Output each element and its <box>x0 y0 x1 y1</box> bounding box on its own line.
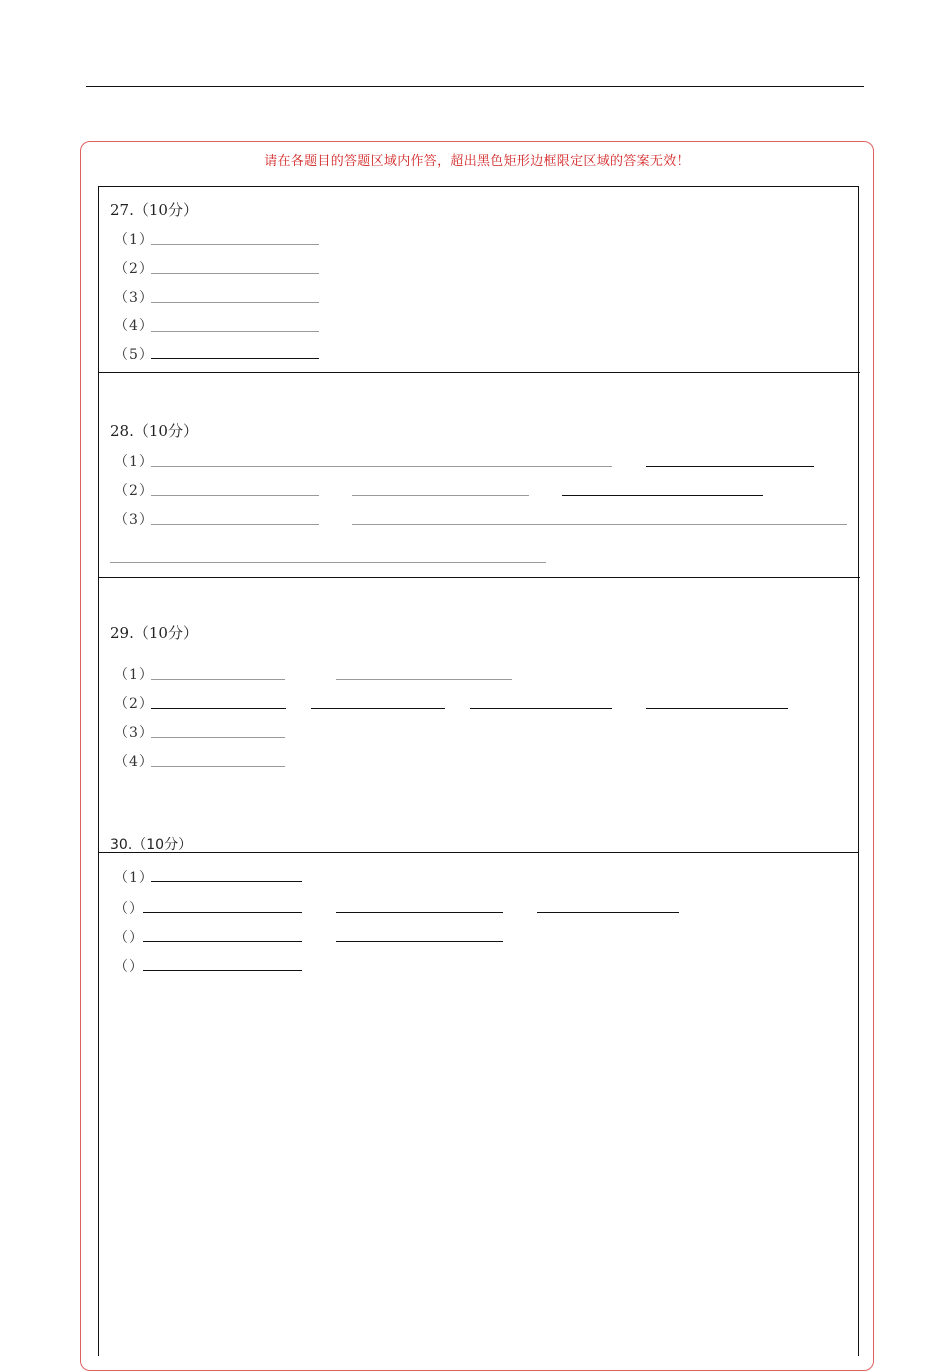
q30-part-2-blank-c[interactable] <box>537 912 679 913</box>
q29-part-4-blank[interactable] <box>151 766 285 767</box>
q27-part-5-blank[interactable] <box>151 358 319 359</box>
q30-part-2-blank-b[interactable] <box>336 912 503 913</box>
divider-28-29 <box>98 577 860 578</box>
answer-box-left-border <box>98 186 99 1356</box>
question-27-title: 27.（10分） <box>110 201 198 219</box>
answer-region-frame <box>80 141 874 1371</box>
q29-part-3-label: （3） <box>114 725 154 741</box>
q27-part-4-blank[interactable] <box>151 331 319 332</box>
q28-part-3-label: （3） <box>114 512 154 528</box>
q29-part-2-blank-c[interactable] <box>470 708 612 709</box>
q29-part-1-label: （1） <box>114 667 154 683</box>
divider-27-28 <box>98 372 860 373</box>
q30-part-3-label: （） <box>114 930 144 946</box>
q30-part-2-label: （） <box>114 901 144 917</box>
q30-part-4-label: （） <box>114 959 144 975</box>
q30-part-3-blank-a[interactable] <box>143 941 302 942</box>
q27-part-3-label: （3） <box>114 290 154 306</box>
q30-part-1-blank[interactable] <box>151 881 302 882</box>
q28-part-2-blank-c[interactable] <box>562 495 763 496</box>
q27-part-2-blank[interactable] <box>151 273 319 274</box>
q27-part-4-label: （4） <box>114 318 154 334</box>
q27-part-3-blank[interactable] <box>151 302 319 303</box>
answer-box-top-border <box>98 186 859 187</box>
q28-part-1-blank-a[interactable] <box>151 466 612 467</box>
q30-part-4-blank[interactable] <box>143 970 302 971</box>
answer-box-right-border <box>858 186 859 1356</box>
q29-part-2-blank-b[interactable] <box>311 708 445 709</box>
header-rule <box>86 86 864 87</box>
answer-region-notice: 请在各题目的答题区域内作答，超出黑色矩形边框限定区域的答案无效！ <box>264 154 690 169</box>
question-30-title: 30.（10分） <box>110 837 193 853</box>
question-29-title: 29.（10分） <box>110 624 198 642</box>
q28-part-2-label: （2） <box>114 483 154 499</box>
q29-part-2-label: （2） <box>114 696 154 712</box>
q30-part-1-label: （1） <box>114 870 154 886</box>
q28-part-3-blank-c[interactable] <box>110 562 546 563</box>
q27-part-1-blank[interactable] <box>151 244 319 245</box>
q28-part-3-blank-a[interactable] <box>151 524 319 525</box>
q29-part-1-blank-a[interactable] <box>151 679 285 680</box>
q29-part-1-blank-b[interactable] <box>336 679 512 680</box>
q28-part-1-label: （1） <box>114 454 154 470</box>
q29-part-2-blank-a[interactable] <box>151 708 286 709</box>
q28-part-2-blank-a[interactable] <box>151 495 319 496</box>
q28-part-1-blank-b[interactable] <box>646 466 814 467</box>
question-28-title: 28.（10分） <box>110 422 198 440</box>
q29-part-4-label: （4） <box>114 754 154 770</box>
q30-part-2-blank-a[interactable] <box>143 912 302 913</box>
q28-part-3-blank-b[interactable] <box>352 524 847 525</box>
q30-part-3-blank-b[interactable] <box>336 941 503 942</box>
q29-part-3-blank[interactable] <box>151 737 285 738</box>
divider-29-30 <box>98 852 859 853</box>
q27-part-2-label: （2） <box>114 261 154 277</box>
q29-part-2-blank-d[interactable] <box>646 708 788 709</box>
q28-part-2-blank-b[interactable] <box>352 495 529 496</box>
q27-part-5-label: （5） <box>114 347 154 363</box>
q27-part-1-label: （1） <box>114 232 154 248</box>
